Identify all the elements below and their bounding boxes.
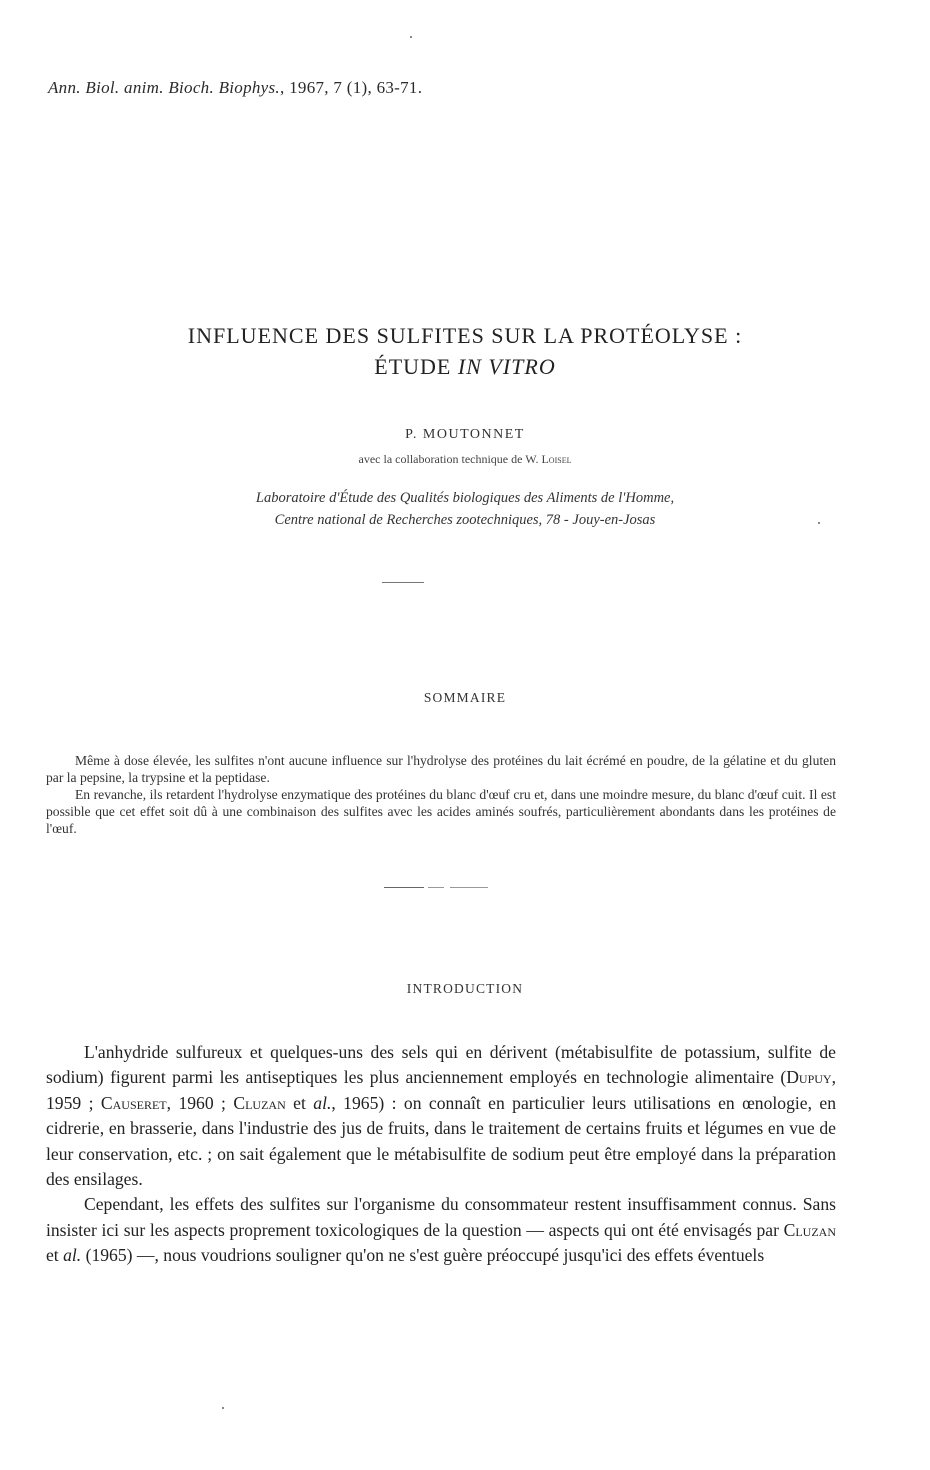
scan-speck (818, 522, 820, 524)
citation-author: Dupuy (786, 1067, 832, 1088)
collab-name: Loisel (541, 452, 572, 466)
text-run: Cependant, les effets des sulfites sur l'organisme du consommateur restent insuffisamment connus. Sans insister ici sur les aspects proprement toxicologiques de la question — aspects qui ont été envisagés par (46, 1194, 836, 1240)
text-run: , 1960 ; (166, 1092, 234, 1113)
title-line-2-prefix: ÉTUDE (374, 354, 458, 379)
text-run: , 1959 ; (46, 1067, 836, 1113)
introduction-heading: INTRODUCTION (406, 981, 524, 996)
text-run: , 1965) : on connaît en particulier leurs utilisations en œnologie, en cidrerie, en brasserie, dans l'industrie des jus de fruits, dans le traitement de certains fruits et légumes en vue de leur conservation, etc. ; on sait également que le métabisulfite de sodium peut être employé dans la préparation des ensilages. (46, 1092, 836, 1190)
intro-paragraph-1 (46, 1040, 836, 1192)
et-al: al. (63, 1245, 82, 1266)
introduction-body (46, 1040, 836, 1269)
title-line-2-italic: IN VITRO (457, 354, 556, 379)
affiliation-line-2: Centre national de Recherches zootechniques, 78 - Jouy-en-Josas (274, 512, 656, 528)
text-run: et (285, 1092, 314, 1113)
technical-collaboration (0, 452, 930, 467)
text-run: et (46, 1245, 64, 1266)
summary-paragraph-2: En revanche, ils retardent l'hydrolyse enzymatique des protéines du blanc d'œuf cru et, dans une moindre mesure, du blanc d'œuf cuit. Il est possible que cet effet soit dû à une combinaison des sulfites avec les acides aminés soufrés, particulièrement abondants dans les protéines de l'œuf. (46, 787, 836, 836)
citation-author: Cluzan (233, 1092, 286, 1113)
summary-block (46, 752, 836, 837)
sommaire-heading: SOMMAIRE (423, 690, 507, 705)
article-title (40, 320, 890, 382)
citation-author: Cluzan (783, 1219, 836, 1240)
affiliation (0, 487, 930, 531)
affiliation-line-1: Laboratoire d'Étude des Qualités biologiques des Aliments de l'Homme, (255, 490, 675, 506)
author-name: P. MOUTONNET (405, 427, 525, 442)
et-al: al. (313, 1092, 332, 1113)
scan-speck (410, 36, 412, 38)
summary-paragraph-1: Même à dose élevée, les sulfites n'ont aucune influence sur l'hydrolyse des protéines du lait écrémé en poudre, de la gélatine et du gluten par la pepsine, la trypsine et la peptidase. (46, 753, 836, 785)
intro-paragraph-2 (46, 1192, 836, 1268)
scan-speck (222, 1407, 224, 1409)
citation-author: Causeret (100, 1092, 167, 1113)
journal-citation: , 1967, 7 (1), 63-71. (280, 78, 423, 97)
collab-prefix: avec la collaboration technique de W. (358, 452, 542, 466)
separator-rule (384, 887, 488, 888)
text-run: (1965) —, nous voudrions souligner qu'on ne s'est guère préoccupé jusqu'ici des effets éventuels (81, 1245, 765, 1266)
text-run: L'anhydride sulfureux et quelques-uns des sels qui en dérivent (métabisulfite de potassium, sulfite de sodium) figurent parmi les antiseptiques les plus anciennement employés en technologie alimentaire ( (46, 1042, 836, 1088)
journal-name: Ann. Biol. anim. Bioch. Biophys. (48, 78, 280, 97)
separator-rule (382, 582, 424, 583)
title-line-2 (40, 351, 890, 382)
journal-reference (48, 78, 422, 98)
title-line-1: INFLUENCE DES SULFITES SUR LA PROTÉOLYSE : (187, 323, 743, 348)
